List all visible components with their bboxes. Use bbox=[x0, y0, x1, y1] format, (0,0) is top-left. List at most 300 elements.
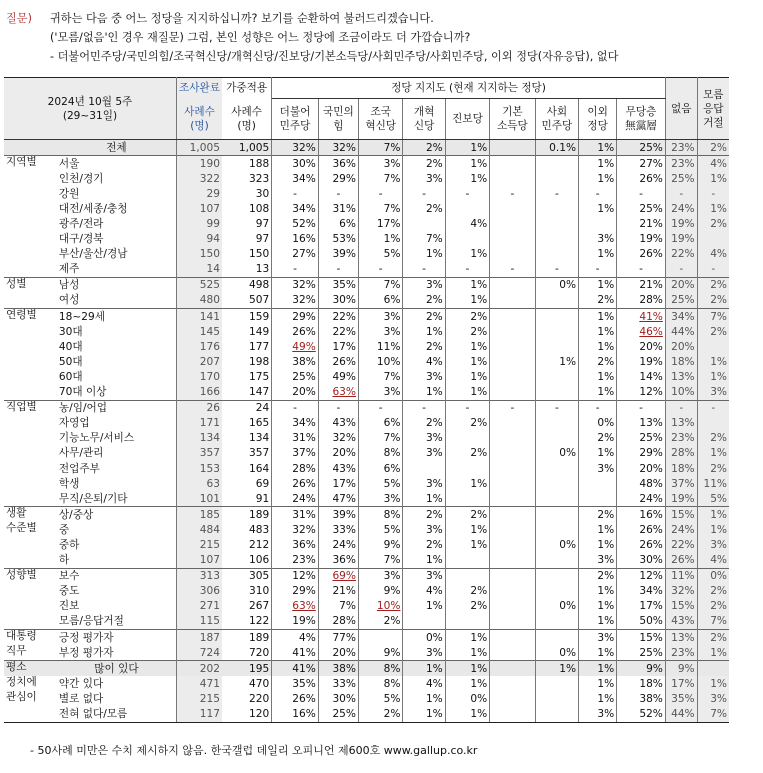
dk-line-1: 모름 bbox=[703, 88, 724, 101]
table-cell: 15% bbox=[665, 599, 697, 614]
table-cell: 17% bbox=[617, 599, 666, 614]
table-cell: 48% bbox=[617, 476, 666, 491]
table-cell bbox=[535, 476, 578, 491]
row-label: 70대 이상 bbox=[57, 385, 177, 401]
party-line: 개혁 bbox=[413, 106, 435, 118]
group-label: 대통령 bbox=[4, 630, 57, 646]
table-cell: 1% bbox=[697, 645, 729, 661]
row-label: 대구/경북 bbox=[57, 232, 177, 247]
table-cell bbox=[490, 354, 536, 369]
table-cell: 1% bbox=[579, 201, 617, 216]
table-row bbox=[4, 553, 729, 569]
table-cell: 1% bbox=[697, 507, 729, 523]
group-label: 생활 bbox=[4, 507, 57, 523]
table-cell: - bbox=[535, 262, 578, 278]
table-cell: 1% bbox=[579, 645, 617, 661]
question-text bbox=[50, 9, 750, 66]
weighted-count-header bbox=[222, 99, 272, 140]
table-cell: 1% bbox=[579, 522, 617, 537]
table-cell: 2% bbox=[358, 614, 402, 630]
party-header bbox=[490, 99, 536, 140]
survey-count-unit: (명) bbox=[190, 119, 209, 132]
table-cell: 1% bbox=[697, 354, 729, 369]
table-cell: 11% bbox=[665, 568, 697, 584]
table-cell: 26% bbox=[272, 691, 319, 706]
group-label bbox=[4, 614, 57, 630]
table-cell: 24% bbox=[617, 491, 666, 507]
table-cell: 2% bbox=[579, 568, 617, 584]
table-cell: 1% bbox=[579, 537, 617, 552]
table-row bbox=[4, 537, 729, 552]
table-cell: 91 bbox=[222, 491, 272, 507]
table-cell: 9% bbox=[358, 584, 402, 599]
table-cell: 322 bbox=[176, 171, 222, 186]
table-cell: 1% bbox=[579, 324, 617, 339]
table-row bbox=[4, 293, 729, 309]
table-cell: 177 bbox=[222, 339, 272, 354]
table-cell bbox=[535, 614, 578, 630]
table-cell bbox=[490, 522, 536, 537]
table-cell: 357 bbox=[176, 446, 222, 461]
row-label: 40대 bbox=[57, 339, 177, 354]
table-cell: 101 bbox=[176, 491, 222, 507]
table-cell: 159 bbox=[222, 309, 272, 325]
table-cell: 15% bbox=[617, 630, 666, 646]
table-cell bbox=[535, 568, 578, 584]
table-cell: 1% bbox=[697, 446, 729, 461]
table-cell: 150 bbox=[176, 247, 222, 262]
table-cell: 17% bbox=[318, 339, 358, 354]
row-label: 진보 bbox=[57, 599, 177, 614]
table-cell: 29% bbox=[272, 309, 319, 325]
table-cell: 1% bbox=[579, 339, 617, 354]
table-cell: 16% bbox=[272, 706, 319, 722]
row-label: 전업주부 bbox=[57, 461, 177, 476]
table-cell: - bbox=[272, 262, 319, 278]
table-cell: 149 bbox=[222, 324, 272, 339]
table-cell: - bbox=[697, 186, 729, 201]
group-label: 평소 bbox=[4, 661, 57, 677]
question-label: 질문) bbox=[6, 12, 32, 25]
table-cell: 1,005 bbox=[222, 140, 272, 156]
table-cell: 34% bbox=[272, 201, 319, 216]
table-cell bbox=[490, 461, 536, 476]
table-cell: 2% bbox=[403, 293, 445, 309]
party-line: 이외 bbox=[587, 106, 608, 118]
group-label: 수준별 bbox=[6, 522, 37, 535]
table-cell: 0% bbox=[535, 645, 578, 661]
party-header bbox=[579, 99, 617, 140]
party-line: 진보당 bbox=[452, 113, 483, 125]
table-cell: 2% bbox=[697, 630, 729, 646]
table-cell: 2% bbox=[403, 537, 445, 552]
table-cell: 29% bbox=[617, 446, 666, 461]
table-cell: 207 bbox=[176, 354, 222, 369]
row-label: 강원 bbox=[57, 186, 177, 201]
group-label bbox=[4, 706, 57, 722]
table-cell: 2% bbox=[697, 216, 729, 231]
table-cell: - bbox=[272, 186, 319, 201]
table-cell bbox=[490, 156, 536, 172]
table-cell: 1% bbox=[445, 706, 489, 722]
row-label: 부정 평가자 bbox=[57, 645, 177, 661]
group-label bbox=[4, 599, 57, 614]
table-cell bbox=[445, 232, 489, 247]
table-cell: 16% bbox=[272, 232, 319, 247]
table-cell: 0% bbox=[535, 277, 578, 293]
table-cell bbox=[490, 216, 536, 231]
table-cell: 189 bbox=[222, 630, 272, 646]
table-cell: 3% bbox=[403, 277, 445, 293]
table-cell: 2% bbox=[403, 416, 445, 431]
table-cell: 323 bbox=[222, 171, 272, 186]
row-label: 상/중상 bbox=[57, 507, 177, 523]
group-label: 성별 bbox=[4, 277, 57, 293]
table-cell: 271 bbox=[176, 599, 222, 614]
table-cell: 166 bbox=[176, 385, 222, 401]
table-cell: 498 bbox=[222, 277, 272, 293]
table-cell: 176 bbox=[176, 339, 222, 354]
table-cell bbox=[445, 201, 489, 216]
party-line: 조국 bbox=[370, 106, 391, 118]
table-cell: 22% bbox=[318, 309, 358, 325]
table-cell bbox=[490, 645, 536, 661]
table-cell: 19% bbox=[665, 491, 697, 507]
table-cell: 26% bbox=[617, 537, 666, 552]
row-label: 학생 bbox=[57, 476, 177, 491]
table-cell bbox=[403, 216, 445, 231]
group-label bbox=[4, 584, 57, 599]
party-line: 사회 bbox=[546, 106, 568, 118]
table-cell: 310 bbox=[222, 584, 272, 599]
table-cell: 215 bbox=[176, 691, 222, 706]
table-row bbox=[4, 277, 729, 293]
table-cell: 38% bbox=[318, 661, 358, 677]
table-cell bbox=[403, 461, 445, 476]
table-cell: 44% bbox=[665, 706, 697, 722]
table-cell: 15% bbox=[665, 507, 697, 523]
table-cell bbox=[535, 507, 578, 523]
survey-count-label: 사례수 bbox=[184, 105, 215, 118]
period-header bbox=[4, 78, 176, 140]
table-cell: 1% bbox=[579, 661, 617, 677]
table-cell: 69 bbox=[222, 476, 272, 491]
table-cell: 134 bbox=[176, 431, 222, 446]
group-label bbox=[4, 476, 57, 491]
table-cell: 43% bbox=[318, 416, 358, 431]
party-header bbox=[535, 99, 578, 140]
table-cell bbox=[617, 324, 666, 339]
table-cell: 31% bbox=[272, 507, 319, 523]
table-cell: 30% bbox=[272, 156, 319, 172]
group-label bbox=[4, 537, 57, 552]
table-cell: 471 bbox=[176, 676, 222, 691]
table-cell: 21% bbox=[617, 277, 666, 293]
table-cell: 480 bbox=[176, 293, 222, 309]
question-line-1: 귀하는 다음 중 어느 정당을 지지하십니까? 보기를 순환하여 불러드리겠습니다. bbox=[50, 12, 434, 25]
table-cell: 4% bbox=[403, 354, 445, 369]
table-cell: 8% bbox=[358, 661, 402, 677]
table-cell: 31% bbox=[318, 201, 358, 216]
table-cell bbox=[403, 614, 445, 630]
table-row bbox=[4, 186, 729, 201]
table-cell: 32% bbox=[272, 522, 319, 537]
table-cell: 28% bbox=[617, 293, 666, 309]
table-cell bbox=[490, 293, 536, 309]
table-cell bbox=[490, 446, 536, 461]
table-cell: - bbox=[697, 262, 729, 278]
table-cell bbox=[490, 584, 536, 599]
table-cell: 41% bbox=[272, 661, 319, 677]
table-cell: 30 bbox=[222, 186, 272, 201]
table-cell bbox=[358, 599, 402, 614]
table-cell: 26% bbox=[272, 324, 319, 339]
table-cell: 23% bbox=[665, 645, 697, 661]
party-line: 국민의 bbox=[323, 106, 354, 118]
table-cell: 32% bbox=[665, 584, 697, 599]
dk-header bbox=[697, 78, 729, 140]
table-cell: 4% bbox=[445, 216, 489, 231]
group-label bbox=[4, 216, 57, 231]
table-cell: 171 bbox=[176, 416, 222, 431]
table-cell: 13 bbox=[222, 262, 272, 278]
table-cell: 4% bbox=[697, 553, 729, 569]
table-cell: 0% bbox=[697, 568, 729, 584]
table-cell: 1% bbox=[697, 171, 729, 186]
table-cell: 106 bbox=[222, 553, 272, 569]
group-label bbox=[4, 431, 57, 446]
party-header bbox=[445, 99, 489, 140]
table-cell: 33% bbox=[318, 522, 358, 537]
table-cell: 8% bbox=[358, 676, 402, 691]
table-cell: - bbox=[445, 262, 489, 278]
table-cell: 20% bbox=[617, 461, 666, 476]
table-cell bbox=[490, 201, 536, 216]
table-cell: 1% bbox=[445, 140, 489, 156]
row-label: 광주/전라 bbox=[57, 216, 177, 231]
table-cell: - bbox=[535, 400, 578, 416]
table-cell: 25% bbox=[617, 201, 666, 216]
table-cell: - bbox=[665, 400, 697, 416]
table-cell: 1% bbox=[579, 676, 617, 691]
table-cell: - bbox=[617, 400, 666, 416]
table-cell: 6% bbox=[358, 461, 402, 476]
none-header: 없음 bbox=[665, 78, 697, 140]
table-cell: 0% bbox=[403, 630, 445, 646]
table-cell: 34% bbox=[272, 416, 319, 431]
table-cell: 4% bbox=[403, 584, 445, 599]
group-label bbox=[4, 293, 57, 309]
table-row bbox=[4, 706, 729, 722]
table-cell: 35% bbox=[665, 691, 697, 706]
table-row bbox=[4, 676, 729, 691]
table-cell: 1% bbox=[579, 247, 617, 262]
table-cell: 3% bbox=[697, 385, 729, 401]
table-cell: 3% bbox=[403, 476, 445, 491]
table-cell: 38% bbox=[617, 691, 666, 706]
table-cell: 1% bbox=[445, 645, 489, 661]
table-cell: 1% bbox=[445, 630, 489, 646]
table-cell: 77% bbox=[318, 630, 358, 646]
table-cell: 35% bbox=[272, 676, 319, 691]
row-label: 사무/관리 bbox=[57, 446, 177, 461]
table-cell: 1% bbox=[403, 691, 445, 706]
group-label bbox=[4, 553, 57, 569]
table-cell: 189 bbox=[222, 507, 272, 523]
table-cell: 2% bbox=[403, 309, 445, 325]
table-row bbox=[4, 156, 729, 172]
table-cell: 29% bbox=[318, 171, 358, 186]
survey-count-top: 조사완료 bbox=[176, 78, 222, 99]
table-cell bbox=[535, 247, 578, 262]
table-cell: 1% bbox=[445, 522, 489, 537]
table-cell: 5% bbox=[358, 522, 402, 537]
table-cell: 1% bbox=[445, 661, 489, 677]
table-cell: 0% bbox=[535, 537, 578, 552]
table-cell bbox=[445, 491, 489, 507]
table-cell: 190 bbox=[176, 156, 222, 172]
table-cell bbox=[579, 491, 617, 507]
table-cell: 10% bbox=[358, 354, 402, 369]
table-cell bbox=[490, 691, 536, 706]
table-cell: 7% bbox=[403, 232, 445, 247]
table-cell bbox=[535, 171, 578, 186]
table-cell: 153 bbox=[176, 461, 222, 476]
table-cell: 2% bbox=[445, 507, 489, 523]
table-cell bbox=[490, 171, 536, 186]
survey-count-header bbox=[176, 99, 222, 140]
table-cell: 1% bbox=[445, 293, 489, 309]
table-cell: 19% bbox=[665, 216, 697, 231]
table-cell: 2% bbox=[403, 507, 445, 523]
table-cell: 2% bbox=[697, 277, 729, 293]
group-label bbox=[4, 324, 57, 339]
table-cell bbox=[535, 201, 578, 216]
table-cell: - bbox=[403, 262, 445, 278]
table-cell: 3% bbox=[403, 171, 445, 186]
table-cell bbox=[490, 431, 536, 446]
table-cell: 1% bbox=[403, 491, 445, 507]
dk-line-2: 응답 bbox=[703, 102, 724, 115]
question-line-2: ('모름/없음'인 경우 재질문) 그럼, 본인 성향은 어느 정당에 조금이라도 더 가깝습니까? bbox=[50, 31, 471, 44]
table-cell: 483 bbox=[222, 522, 272, 537]
table-cell: 2% bbox=[697, 293, 729, 309]
table-cell: - bbox=[665, 262, 697, 278]
table-cell: 212 bbox=[222, 537, 272, 552]
table-cell: 1% bbox=[579, 140, 617, 156]
table-cell: 19% bbox=[272, 614, 319, 630]
table-cell: 7% bbox=[358, 171, 402, 186]
table-cell: 18% bbox=[665, 461, 697, 476]
table-cell: 2% bbox=[403, 156, 445, 172]
table-cell: 7% bbox=[358, 553, 402, 569]
row-label: 많이 있다 bbox=[57, 661, 177, 677]
table-cell: 2% bbox=[579, 431, 617, 446]
table-cell: 1,005 bbox=[176, 140, 222, 156]
table-cell: - bbox=[490, 400, 536, 416]
table-cell: 27% bbox=[272, 247, 319, 262]
table-cell: 30% bbox=[617, 553, 666, 569]
table-cell bbox=[490, 476, 536, 491]
party-header bbox=[272, 99, 319, 140]
table-cell: 507 bbox=[222, 293, 272, 309]
table-row bbox=[4, 369, 729, 384]
table-cell: 6% bbox=[358, 293, 402, 309]
table-cell: 1% bbox=[445, 156, 489, 172]
table-cell: 122 bbox=[222, 614, 272, 630]
weighted-count-top: 가중적용 bbox=[222, 78, 272, 99]
table-cell: 0% bbox=[535, 446, 578, 461]
table-cell: - bbox=[697, 400, 729, 416]
table-cell: 12% bbox=[272, 568, 319, 584]
row-label: 하 bbox=[57, 553, 177, 569]
table-cell: 23% bbox=[272, 553, 319, 569]
table-cell: 97 bbox=[222, 216, 272, 231]
party-line: 소득당 bbox=[497, 120, 528, 132]
table-cell: 3% bbox=[697, 691, 729, 706]
table-row bbox=[4, 661, 729, 677]
row-label: 중하 bbox=[57, 537, 177, 552]
table-cell: - bbox=[535, 186, 578, 201]
table-cell bbox=[535, 156, 578, 172]
table-cell bbox=[358, 630, 402, 646]
table-cell: 306 bbox=[176, 584, 222, 599]
table-cell: 1% bbox=[579, 369, 617, 384]
table-row bbox=[4, 461, 729, 476]
table-cell: 3% bbox=[358, 324, 402, 339]
table-cell: 5% bbox=[358, 691, 402, 706]
table-cell: 8% bbox=[358, 507, 402, 523]
table-cell: 25% bbox=[272, 369, 319, 384]
table-cell: 63 bbox=[176, 476, 222, 491]
table-cell: 108 bbox=[222, 201, 272, 216]
table-cell: 5% bbox=[697, 491, 729, 507]
row-label: 보수 bbox=[57, 568, 177, 584]
row-label: 농/임/어업 bbox=[57, 400, 177, 416]
table-cell: 19% bbox=[665, 232, 697, 247]
table-cell: 1% bbox=[697, 676, 729, 691]
row-label: 서울 bbox=[57, 156, 177, 172]
table-cell: 1% bbox=[697, 369, 729, 384]
table-cell: - bbox=[579, 186, 617, 201]
table-cell: 32% bbox=[272, 140, 319, 156]
table-cell: 26% bbox=[617, 247, 666, 262]
table-row bbox=[4, 339, 729, 354]
table-cell: 215 bbox=[176, 537, 222, 552]
table-cell: 32% bbox=[318, 140, 358, 156]
table-cell: 49% bbox=[318, 369, 358, 384]
table-cell: 19% bbox=[617, 232, 666, 247]
row-label: 기능노무/서비스 bbox=[57, 431, 177, 446]
highlighted-value: 41% bbox=[639, 310, 663, 323]
table-cell: 7% bbox=[358, 431, 402, 446]
table-cell bbox=[490, 553, 536, 569]
table-cell: 1% bbox=[535, 661, 578, 677]
table-row bbox=[4, 431, 729, 446]
table-cell: 2% bbox=[403, 140, 445, 156]
table-cell: 7% bbox=[358, 277, 402, 293]
table-cell: 7% bbox=[697, 614, 729, 630]
table-cell: 134 bbox=[222, 431, 272, 446]
table-cell bbox=[535, 630, 578, 646]
table-cell: 28% bbox=[665, 446, 697, 461]
table-cell: 4% bbox=[403, 676, 445, 691]
table-cell: 5% bbox=[358, 476, 402, 491]
table-cell bbox=[490, 416, 536, 431]
table-cell: 3% bbox=[403, 645, 445, 661]
table-cell: 2% bbox=[579, 293, 617, 309]
table-cell: 2% bbox=[445, 324, 489, 339]
